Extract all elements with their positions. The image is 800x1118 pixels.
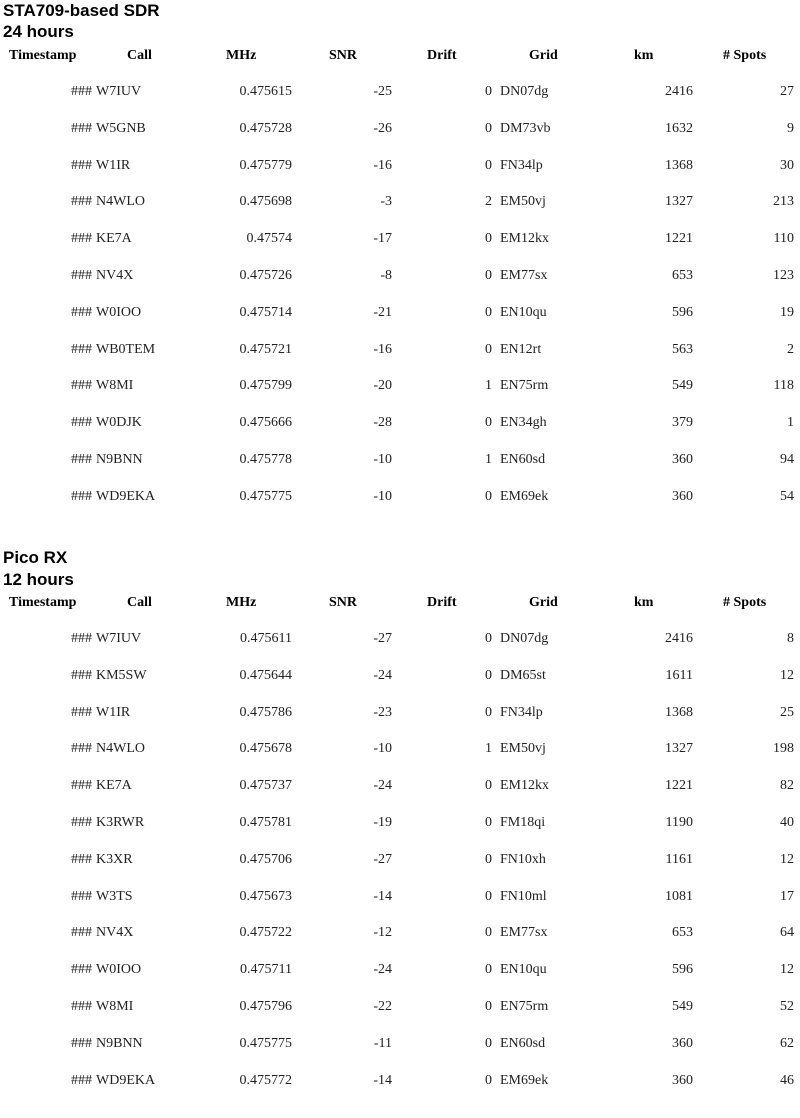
cell-grid: FN10xh bbox=[500, 852, 546, 867]
table-row bbox=[0, 414, 800, 434]
cell-call: N9BNN bbox=[96, 452, 143, 467]
cell-timestamp: ### bbox=[71, 925, 92, 940]
table-row bbox=[0, 157, 800, 177]
column-header-drift: Drift bbox=[427, 48, 457, 63]
cell-grid: EM77sx bbox=[500, 925, 548, 940]
cell-call: W8MI bbox=[96, 999, 134, 1014]
cell-call: W7IUV bbox=[96, 84, 142, 99]
cell-snr: -3 bbox=[380, 194, 392, 209]
cell-km: 653 bbox=[672, 268, 693, 283]
cell-km: 1368 bbox=[665, 158, 693, 173]
cell-mhz: 0.475775 bbox=[239, 1036, 292, 1051]
cell-drift: 0 bbox=[485, 631, 492, 646]
cell-drift: 0 bbox=[485, 305, 492, 320]
cell-timestamp: ### bbox=[71, 158, 92, 173]
cell-spots: 64 bbox=[780, 925, 794, 940]
cell-timestamp: ### bbox=[71, 852, 92, 867]
cell-mhz: 0.475722 bbox=[239, 925, 292, 940]
cell-call: KE7A bbox=[96, 778, 132, 793]
table-row bbox=[0, 377, 800, 397]
table-row bbox=[0, 924, 800, 944]
section-1-title: STA709-based SDR bbox=[3, 1, 160, 20]
cell-grid: EN12rt bbox=[500, 342, 542, 357]
cell-timestamp: ### bbox=[71, 778, 92, 793]
cell-mhz: 0.475737 bbox=[239, 778, 292, 793]
cell-snr: -16 bbox=[373, 158, 392, 173]
cell-snr: -10 bbox=[373, 489, 392, 504]
cell-grid: DM73vb bbox=[500, 121, 551, 136]
section-2-title: Pico RX bbox=[3, 548, 68, 567]
table-row bbox=[0, 341, 800, 361]
cell-mhz: 0.475778 bbox=[239, 452, 292, 467]
cell-drift: 1 bbox=[485, 741, 492, 756]
cell-snr: -27 bbox=[373, 852, 392, 867]
cell-timestamp: ### bbox=[71, 305, 92, 320]
cell-spots: 8 bbox=[787, 631, 794, 646]
cell-km: 1327 bbox=[665, 194, 693, 209]
column-header-km: km bbox=[634, 48, 654, 63]
cell-call: W3TS bbox=[96, 889, 133, 904]
column-header-mhz: MHz bbox=[226, 48, 257, 63]
cell-km: 360 bbox=[672, 489, 693, 504]
cell-spots: 19 bbox=[780, 305, 794, 320]
table-header-row bbox=[0, 594, 800, 614]
cell-spots: 12 bbox=[780, 852, 794, 867]
table-row bbox=[0, 1035, 800, 1055]
cell-mhz: 0.475786 bbox=[239, 705, 292, 720]
cell-timestamp: ### bbox=[71, 415, 92, 430]
table-row bbox=[0, 961, 800, 981]
cell-drift: 0 bbox=[485, 415, 492, 430]
cell-km: 1190 bbox=[665, 815, 693, 830]
cell-call: W7IUV bbox=[96, 631, 142, 646]
cell-mhz: 0.475781 bbox=[239, 815, 292, 830]
cell-grid: EM69ek bbox=[500, 489, 549, 504]
cell-timestamp: ### bbox=[71, 231, 92, 246]
cell-grid: EN60sd bbox=[500, 1036, 546, 1051]
cell-grid: EM50vj bbox=[500, 741, 546, 756]
cell-drift: 0 bbox=[485, 84, 492, 99]
section-1-subtitle: 24 hours bbox=[3, 22, 74, 41]
cell-drift: 0 bbox=[485, 342, 492, 357]
cell-spots: 52 bbox=[780, 999, 794, 1014]
cell-drift: 0 bbox=[485, 962, 492, 977]
cell-mhz: 0.475799 bbox=[239, 378, 292, 393]
cell-snr: -24 bbox=[373, 778, 392, 793]
cell-snr: -27 bbox=[373, 631, 392, 646]
cell-timestamp: ### bbox=[71, 342, 92, 357]
column-header-call: Call bbox=[127, 48, 152, 63]
cell-spots: 46 bbox=[780, 1073, 794, 1088]
table-row bbox=[0, 998, 800, 1018]
cell-timestamp: ### bbox=[71, 121, 92, 136]
cell-timestamp: ### bbox=[71, 705, 92, 720]
cell-grid: EN75rm bbox=[500, 378, 549, 393]
cell-drift: 0 bbox=[485, 1036, 492, 1051]
column-header-grid: Grid bbox=[529, 595, 558, 610]
cell-drift: 0 bbox=[485, 852, 492, 867]
cell-drift: 2 bbox=[485, 194, 492, 209]
cell-mhz: 0.475714 bbox=[239, 305, 292, 320]
cell-spots: 54 bbox=[780, 489, 794, 504]
column-header-grid: Grid bbox=[529, 48, 558, 63]
cell-call: NV4X bbox=[96, 268, 134, 283]
column-header-timestamp: Timestamp bbox=[9, 595, 77, 610]
cell-km: 360 bbox=[672, 1073, 693, 1088]
cell-snr: -24 bbox=[373, 668, 392, 683]
cell-timestamp: ### bbox=[71, 631, 92, 646]
table-row bbox=[0, 488, 800, 508]
table-row bbox=[0, 120, 800, 140]
cell-spots: 17 bbox=[780, 889, 794, 904]
cell-call: KM5SW bbox=[96, 668, 147, 683]
table-row bbox=[0, 451, 800, 471]
cell-snr: -22 bbox=[373, 999, 392, 1014]
cell-km: 2416 bbox=[665, 631, 693, 646]
cell-call: N4WLO bbox=[96, 194, 145, 209]
table-row bbox=[0, 83, 800, 103]
cell-km: 1327 bbox=[665, 741, 693, 756]
table-header-row bbox=[0, 47, 800, 67]
cell-mhz: 0.475796 bbox=[239, 999, 292, 1014]
cell-grid: FM18qi bbox=[500, 815, 546, 830]
cell-timestamp: ### bbox=[71, 668, 92, 683]
cell-grid: DM65st bbox=[500, 668, 546, 683]
cell-drift: 0 bbox=[485, 268, 492, 283]
table-row bbox=[0, 777, 800, 797]
table-row bbox=[0, 814, 800, 834]
cell-snr: -11 bbox=[373, 1036, 392, 1051]
cell-mhz: 0.475644 bbox=[239, 668, 292, 683]
cell-km: 1632 bbox=[665, 121, 693, 136]
cell-grid: EM12kx bbox=[500, 778, 549, 793]
cell-spots: 198 bbox=[773, 741, 794, 756]
table-row bbox=[0, 667, 800, 687]
cell-km: 653 bbox=[672, 925, 693, 940]
cell-grid: EM69ek bbox=[500, 1073, 549, 1088]
cell-mhz: 0.475779 bbox=[239, 158, 292, 173]
cell-spots: 27 bbox=[780, 84, 794, 99]
cell-spots: 12 bbox=[780, 668, 794, 683]
cell-call: N9BNN bbox=[96, 1036, 143, 1051]
cell-drift: 0 bbox=[485, 489, 492, 504]
cell-snr: -20 bbox=[373, 378, 392, 393]
cell-snr: -21 bbox=[373, 305, 392, 320]
column-header-spots: # Spots bbox=[723, 48, 767, 63]
cell-spots: 118 bbox=[773, 378, 794, 393]
cell-mhz: 0.475772 bbox=[239, 1073, 292, 1088]
column-header-call: Call bbox=[127, 595, 152, 610]
cell-timestamp: ### bbox=[71, 489, 92, 504]
cell-grid: FN34lp bbox=[500, 705, 543, 720]
cell-spots: 1 bbox=[787, 415, 794, 430]
cell-grid: EM50vj bbox=[500, 194, 546, 209]
cell-grid: FN10ml bbox=[500, 889, 547, 904]
cell-km: 549 bbox=[672, 378, 693, 393]
cell-mhz: 0.475711 bbox=[240, 962, 292, 977]
cell-mhz: 0.475611 bbox=[240, 631, 292, 646]
cell-timestamp: ### bbox=[71, 1073, 92, 1088]
cell-snr: -10 bbox=[373, 452, 392, 467]
cell-call: W0IOO bbox=[96, 305, 142, 320]
cell-mhz: 0.47574 bbox=[246, 231, 292, 246]
cell-call: NV4X bbox=[96, 925, 134, 940]
cell-timestamp: ### bbox=[71, 194, 92, 209]
cell-call: W1IR bbox=[96, 705, 131, 720]
table-row bbox=[0, 1072, 800, 1092]
cell-spots: 40 bbox=[780, 815, 794, 830]
cell-snr: -24 bbox=[373, 962, 392, 977]
cell-grid: EN10qu bbox=[500, 962, 547, 977]
table-row bbox=[0, 267, 800, 287]
cell-drift: 0 bbox=[485, 121, 492, 136]
cell-spots: 25 bbox=[780, 705, 794, 720]
table-row bbox=[0, 304, 800, 324]
cell-drift: 0 bbox=[485, 889, 492, 904]
cell-spots: 9 bbox=[787, 121, 794, 136]
cell-grid: DN07dg bbox=[500, 631, 549, 646]
cell-mhz: 0.475615 bbox=[239, 84, 292, 99]
cell-drift: 0 bbox=[485, 778, 492, 793]
cell-spots: 123 bbox=[773, 268, 794, 283]
cell-grid: EN10qu bbox=[500, 305, 547, 320]
cell-km: 1368 bbox=[665, 705, 693, 720]
cell-snr: -28 bbox=[373, 415, 392, 430]
cell-mhz: 0.475678 bbox=[239, 741, 292, 756]
cell-mhz: 0.475673 bbox=[239, 889, 292, 904]
cell-snr: -12 bbox=[373, 925, 392, 940]
column-header-spots: # Spots bbox=[723, 595, 767, 610]
cell-snr: -16 bbox=[373, 342, 392, 357]
cell-call: W0DJK bbox=[96, 415, 142, 430]
column-header-drift: Drift bbox=[427, 595, 457, 610]
cell-snr: -19 bbox=[373, 815, 392, 830]
cell-mhz: 0.475721 bbox=[239, 342, 292, 357]
column-header-km: km bbox=[634, 595, 654, 610]
cell-timestamp: ### bbox=[71, 452, 92, 467]
cell-call: K3XR bbox=[96, 852, 133, 867]
cell-call: N4WLO bbox=[96, 741, 145, 756]
cell-timestamp: ### bbox=[71, 889, 92, 904]
cell-timestamp: ### bbox=[71, 84, 92, 99]
column-header-snr: SNR bbox=[329, 48, 358, 63]
cell-mhz: 0.475698 bbox=[239, 194, 292, 209]
table-row bbox=[0, 740, 800, 760]
table-row bbox=[0, 630, 800, 650]
cell-km: 1221 bbox=[665, 778, 693, 793]
cell-grid: EN34gh bbox=[500, 415, 547, 430]
cell-grid: EM77sx bbox=[500, 268, 548, 283]
cell-km: 2416 bbox=[665, 84, 693, 99]
cell-snr: -10 bbox=[373, 741, 392, 756]
cell-spots: 12 bbox=[780, 962, 794, 977]
cell-spots: 82 bbox=[780, 778, 794, 793]
cell-timestamp: ### bbox=[71, 268, 92, 283]
cell-km: 563 bbox=[672, 342, 693, 357]
cell-timestamp: ### bbox=[71, 1036, 92, 1051]
column-header-snr: SNR bbox=[329, 595, 358, 610]
cell-drift: 0 bbox=[485, 231, 492, 246]
cell-km: 360 bbox=[672, 1036, 693, 1051]
cell-call: WD9EKA bbox=[96, 1073, 156, 1088]
cell-timestamp: ### bbox=[71, 962, 92, 977]
cell-spots: 94 bbox=[780, 452, 794, 467]
cell-drift: 0 bbox=[485, 1073, 492, 1088]
cell-grid: EM12kx bbox=[500, 231, 549, 246]
cell-call: W8MI bbox=[96, 378, 134, 393]
cell-snr: -8 bbox=[380, 268, 392, 283]
section-2-subtitle: 12 hours bbox=[3, 570, 74, 589]
cell-snr: -26 bbox=[373, 121, 392, 136]
cell-km: 1221 bbox=[665, 231, 693, 246]
cell-mhz: 0.475726 bbox=[239, 268, 292, 283]
cell-mhz: 0.475666 bbox=[239, 415, 292, 430]
cell-drift: 0 bbox=[485, 158, 492, 173]
cell-grid: EN75rm bbox=[500, 999, 549, 1014]
cell-spots: 213 bbox=[773, 194, 794, 209]
cell-drift: 0 bbox=[485, 999, 492, 1014]
cell-spots: 62 bbox=[780, 1036, 794, 1051]
cell-drift: 1 bbox=[485, 378, 492, 393]
cell-spots: 30 bbox=[780, 158, 794, 173]
cell-km: 360 bbox=[672, 452, 693, 467]
table-row bbox=[0, 193, 800, 213]
column-header-timestamp: Timestamp bbox=[9, 48, 77, 63]
cell-drift: 0 bbox=[485, 705, 492, 720]
cell-km: 379 bbox=[672, 415, 693, 430]
cell-snr: -23 bbox=[373, 705, 392, 720]
table-row bbox=[0, 230, 800, 250]
cell-snr: -25 bbox=[373, 84, 392, 99]
cell-snr: -14 bbox=[373, 1073, 392, 1088]
cell-spots: 2 bbox=[787, 342, 794, 357]
cell-km: 1081 bbox=[665, 889, 693, 904]
cell-grid: FN34lp bbox=[500, 158, 543, 173]
cell-call: K3RWR bbox=[96, 815, 145, 830]
table-row bbox=[0, 704, 800, 724]
cell-drift: 0 bbox=[485, 815, 492, 830]
cell-timestamp: ### bbox=[71, 741, 92, 756]
cell-grid: DN07dg bbox=[500, 84, 549, 99]
cell-mhz: 0.475775 bbox=[239, 489, 292, 504]
cell-snr: -14 bbox=[373, 889, 392, 904]
cell-km: 549 bbox=[672, 999, 693, 1014]
cell-timestamp: ### bbox=[71, 378, 92, 393]
column-header-mhz: MHz bbox=[226, 595, 257, 610]
cell-call: KE7A bbox=[96, 231, 132, 246]
cell-timestamp: ### bbox=[71, 815, 92, 830]
cell-drift: 1 bbox=[485, 452, 492, 467]
cell-call: W0IOO bbox=[96, 962, 142, 977]
cell-call: WD9EKA bbox=[96, 489, 156, 504]
cell-call: W1IR bbox=[96, 158, 131, 173]
cell-snr: -17 bbox=[373, 231, 392, 246]
cell-km: 596 bbox=[672, 305, 693, 320]
cell-drift: 0 bbox=[485, 668, 492, 683]
table-row bbox=[0, 888, 800, 908]
cell-mhz: 0.475706 bbox=[239, 852, 292, 867]
cell-drift: 0 bbox=[485, 925, 492, 940]
cell-km: 596 bbox=[672, 962, 693, 977]
cell-timestamp: ### bbox=[71, 999, 92, 1014]
cell-grid: EN60sd bbox=[500, 452, 546, 467]
cell-km: 1611 bbox=[665, 668, 693, 683]
cell-spots: 110 bbox=[773, 231, 794, 246]
cell-mhz: 0.475728 bbox=[239, 121, 292, 136]
cell-call: WB0TEM bbox=[96, 342, 156, 357]
cell-call: W5GNB bbox=[96, 121, 146, 136]
cell-km: 1161 bbox=[665, 852, 693, 867]
table-row bbox=[0, 851, 800, 871]
